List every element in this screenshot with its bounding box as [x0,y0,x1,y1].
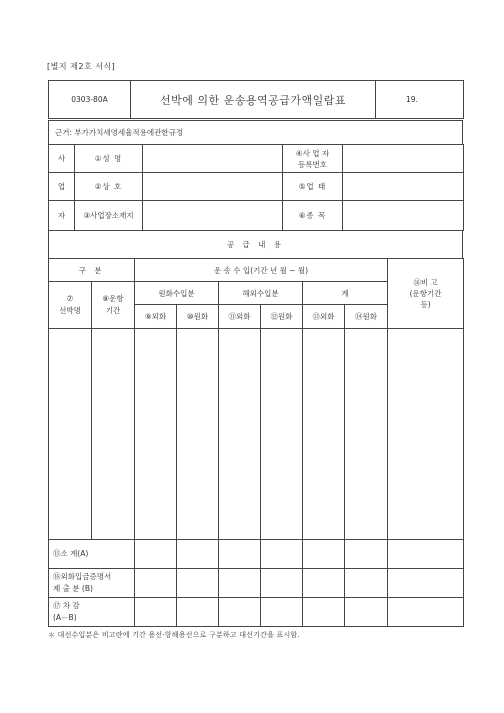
trade-name-label: ②상 호 [75,173,143,201]
diff-remarks[interactable] [388,598,464,627]
diff-10[interactable] [177,598,219,627]
subtotal-label: ⑮소 계(A) [49,540,135,569]
address-label: ③사업장소재지 [75,201,143,231]
business-item-label: ⑥종 목 [283,201,343,231]
sub-header-9: ⑨외화 [135,305,177,329]
route-header: ⑧운항 기간 [92,282,135,329]
sub-header-12: ⑫원화 [261,305,303,329]
fx-13[interactable] [303,569,345,598]
business-info [48,144,464,231]
business-item-field[interactable] [343,201,464,231]
supply-table [48,258,464,627]
fx-11[interactable] [219,569,261,598]
side-label-3: 자 [49,201,75,231]
cell-12[interactable] [261,329,303,540]
fx-12[interactable] [261,569,303,598]
ship-name-cell[interactable] [49,329,92,540]
total-header: 계 [303,282,388,305]
address-field[interactable] [143,201,283,231]
entry-area[interactable] [49,329,464,540]
subtotal-9[interactable] [135,540,177,569]
subtotal-14[interactable] [345,540,388,569]
cell-14[interactable] [345,329,388,540]
name-label: ①성 명 [75,145,143,173]
sub-header-11: ⑪외화 [219,305,261,329]
supply-header: 공 급 내 용 [49,231,463,259]
diff-13[interactable] [303,598,345,627]
cell-13[interactable] [303,329,345,540]
difference-label: ⑰ 차 감 (A－B) [49,598,135,627]
cell-11[interactable] [219,329,261,540]
domestic-revenue-header: 원화수입분 [135,282,219,305]
subtotal-remarks[interactable] [388,540,464,569]
ship-name-header: ⑦ 선박명 [49,282,92,329]
diff-12[interactable] [261,598,303,627]
fx-9[interactable] [135,569,177,598]
supply-value-form [48,80,463,626]
subtotal-11[interactable] [219,540,261,569]
subtotal-13[interactable] [303,540,345,569]
cell-9[interactable] [135,329,177,540]
fx-certificate-label: ⑯외화입금증명서 제 출 분 (B) [49,569,135,598]
remarks-cell[interactable] [388,329,464,540]
sub-header-13: ⑬외화 [303,305,345,329]
business-type-field[interactable] [343,173,464,201]
form-number-tag: [별지 제2호 서식] [47,62,116,71]
supply-header-row [48,230,463,259]
fx-remarks[interactable] [388,569,464,598]
reg-number-label: ④사 업 자 등록번호 [283,145,343,173]
cell-10[interactable] [177,329,219,540]
side-label-1: 사 [49,145,75,173]
diff-9[interactable] [135,598,177,627]
form-header [48,80,464,119]
subtotal-10[interactable] [177,540,219,569]
form-year: 19. [376,81,464,119]
subtotal-12[interactable] [261,540,303,569]
sub-header-10: ⑩원화 [177,305,219,329]
reg-number-field[interactable] [343,145,464,173]
route-cell[interactable] [92,329,135,540]
basis-row [48,120,463,145]
form-title: 선박에 의한 운송용역공급가액일람표 [131,81,376,119]
sub-header-14: ⑭원화 [345,305,388,329]
fx-14[interactable] [345,569,388,598]
legal-basis: 근거: 부가가치세영세율적용에관한규정 [49,121,463,145]
revenue-header: 운 송 수 입(기간 년 월 ~ 월) [135,259,388,282]
trade-name-field[interactable] [143,173,283,201]
diff-11[interactable] [219,598,261,627]
fx-10[interactable] [177,569,219,598]
overseas-revenue-header: 해외수입분 [219,282,303,305]
side-label-2: 업 [49,173,75,201]
diff-14[interactable] [345,598,388,627]
remarks-header: ⑯비 고 (운항기간 등) [388,259,464,329]
category-header: 구 분 [49,259,135,282]
form-code: 0303-80A [49,81,131,119]
footnote: ＊ 대선수입분은 비고란에 기간 용선·항해용선으로 구분하고 대선기간을 표시함. [48,631,300,639]
business-type-label: ⑤업 태 [283,173,343,201]
name-field[interactable] [143,145,283,173]
